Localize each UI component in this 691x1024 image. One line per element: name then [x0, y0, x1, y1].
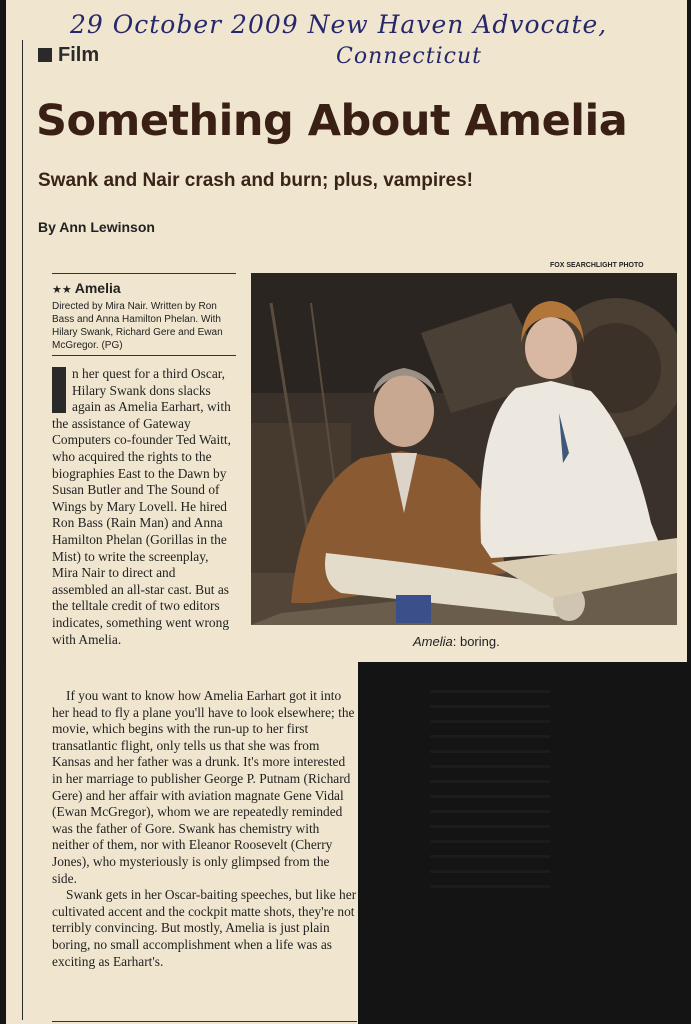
photo-caption: [413, 634, 500, 649]
byline: By Ann Lewinson: [38, 219, 155, 235]
star-rating: ★★: [52, 284, 72, 296]
review-credits: Directed by Mira Nair. Written by Ron Bass and Anna Hamilton Phelan. With Hilary Swank, Richard Gere and Ewan McGregor. (PG): [52, 301, 223, 351]
caption-text: : boring.: [452, 634, 500, 649]
subhead: Swank and Nair crash and burn; plus, vampires!: [38, 170, 474, 191]
photo-illustration: [251, 273, 677, 625]
drop-cap: [52, 367, 66, 413]
left-column-rule: [22, 40, 23, 1020]
section-square-icon: [38, 48, 52, 62]
body-paragraph-1: n her quest for a third Oscar, Hilary Swank dons slacks again as Amelia Earhart, with the assistance of Gateway Computers co-founder Ted Waitt, who acquired the rights to the biographies East to the Dawn by Susan Butler and The Sound of Wings by Mary Lovell. He hired Ron Bass (Rain Man) and Anna Hamilton Phelan (Gorillas in the Mist) to write the screenplay, Mira Nair to direct and assembled an all-star cast. But as the telltale credit of two editors indicates, something went wrong with Amelia.: [52, 366, 231, 647]
body-paragraph-3: Swank gets in her Oscar-baiting speeches, but like her cultivated accent and the cockpit matte shots, they're not terribly convincing. But mostly, Amelia is just plain boring, no small accomplishment when a life was as exciting as Earhart's.: [52, 887, 357, 969]
bottom-rule: [52, 1021, 357, 1022]
review-bottom-rule: [52, 355, 236, 356]
background-texture: [430, 680, 550, 900]
body-paragraph-2: If you want to know how Amelia Earhart got it into her head to fly a plane you'll have to look elsewhere; the movie, which begins with the run-up to her first transatlantic flight, only tells us that she was from Kansas and her father was a drunk. It's more interested in her marriage to publisher George P. Putnam (Richard Gere) and her affair with aviation magnate Gene Vidal (Ewan McGregor), whom we are repeatedly reminded was the father of Gore. Swank has chemistry with neither of them, nor with Eleanor Roosevelt (Cherry Jones), who mysteriously is only glimpsed from the side.: [52, 688, 355, 886]
movie-still-photo: [251, 273, 677, 625]
handwritten-date-source: 29 October 2009 New Haven Advocate,: [70, 10, 608, 39]
section-label: [38, 44, 99, 67]
review-title: Amelia: [74, 280, 121, 296]
review-top-rule: [52, 273, 236, 274]
handwritten-state: Connecticut: [336, 44, 482, 69]
headline: Something About Amelia: [36, 96, 628, 146]
caption-title: Amelia: [413, 634, 453, 649]
body-column-2: [52, 688, 357, 970]
photo-credit: FOX SEARCHLIGHT PHOTO: [550, 262, 644, 269]
section-name: Film: [58, 44, 100, 66]
body-column-1: [52, 366, 234, 648]
review-box: [52, 280, 237, 352]
